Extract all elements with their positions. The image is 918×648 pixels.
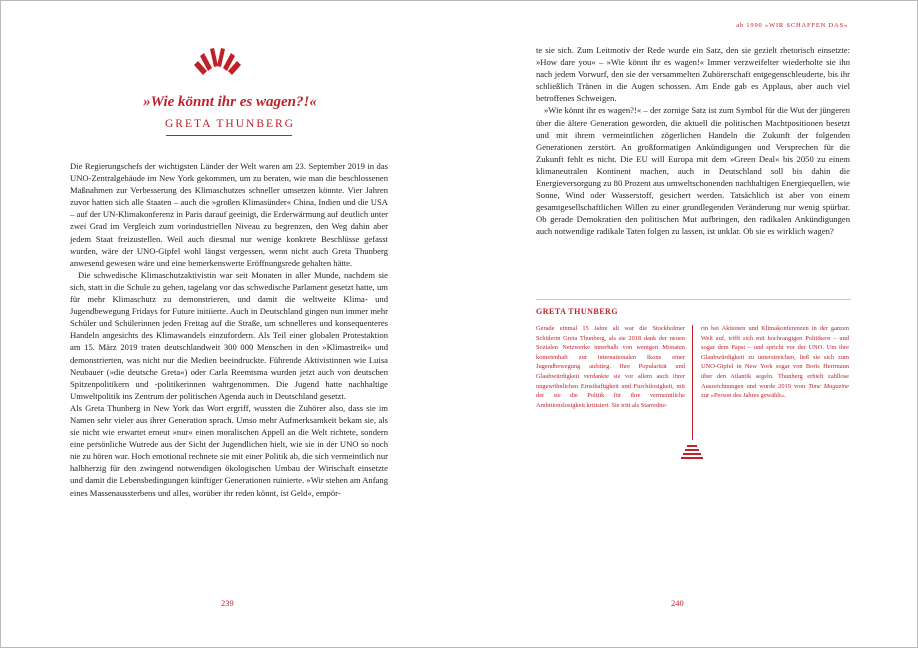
page-number: 240: [671, 598, 684, 608]
left-body-text: [70, 160, 388, 499]
paragraph: Die Regierungschefs der wichtigsten Länder der Welt waren am 23. September 2019 in das UNO-Zentralgebäude im New York gekommen, um zu beraten, wie man die beschlossenen Maßnahmen zur Verbesserung des Klimaschutzes schneller umsetzen könnte. Vier Jahren zuvor hatten sich alle Staaten – auch die »großen Klimasünder« China, Indien und die USA – auf der UN-Klimakonferenz in Paris darauf geeinigt, die Erderwärmung auf deutlich unter zwei Grad im Vergleich zum vorindustriellen Niveau zu begrenzen, den Weg dahin aber jedem Staat freizustellen. Weil auch diesmal nur wenige konkrete Beschlüsse gefasst wurden, wäre der UNO-Gipfel wohl längst vergessen, wenn nicht auch Greta Thunberg anwesend gewesen wäre und eine bemerkenswerte Eröffnungsrede gehalten hätte.: [70, 161, 388, 268]
page-number: 239: [221, 598, 234, 608]
right-page: [459, 0, 916, 646]
stacked-bars-icon: [681, 445, 703, 459]
title-underline: [166, 135, 292, 136]
right-body-text: [536, 44, 850, 238]
box-top-rule: [536, 299, 851, 300]
chapter-quote-title: »Wie könnt ihr es wagen?!«: [143, 94, 317, 110]
magazine-name: Time Magazine: [808, 382, 850, 390]
column-divider: [692, 325, 693, 440]
chapter-name-title: GRETA THUNBERG: [164, 118, 296, 130]
box-title: GRETA THUNBERG: [536, 307, 619, 316]
sunrays-logo-icon: [192, 44, 244, 78]
paragraph: Die schwedische Klimaschutzaktivistin war seit Monaten in aller Munde, nachdem sie sich, statt in die Schule zu gehen, tagelang vor das schwedische Parlament gesetzt hatte, um für mehr Klimaschutz zu demonstrieren, und damit die weltweite Klima- und Jugendbewegung Fridays for Future initiierte. Auch in Deutschland gingen nun immer mehr Schüler und Schülerinnen jeden Freitag auf die Straße, um schnelleres und konsequenteres Handeln angesichts des Klimawandels einzufordern. Als Teil einer globalen Protestaktion am 15. März 2019 traten deutschlandweit 300 000 Menschen in den »Klimastreik« und demonstrierten, was nicht nur die Medien beeindruckte. Führende Aktivistinnen wie Luisa Neubauer (»die deutsche Greta«) oder Carla Reemtsma wurden jetzt auch von deutschen Spitzenpolitikern und -politikerinnen wahrgenommen. Die Jugend hatte nachhaltige Umweltpolitik ins Zentrum der politischen Agenda auch in Deutschland gesetzt.: [70, 269, 388, 401]
paragraph: Als Greta Thunberg in New York das Wort ergriff, wussten die Zuhörer also, dass sie im Namen sehr vieler aus ihrer Generation sprach. Umso mehr Aufmerksamkeit bekam sie, als sie nicht wie erwartet erneut »nur« einen moralischen Appell an die Welt richtete, sondern eine persönliche Wutrede aus der Sicht der Jugendlichen hielt, wie sie in der UNO so noch nie zu hören war. Hoch emotional rechnete sie mit einer Politik ab, die sich vermeintlich nur halbherzig für den zwingend notwendigen ökologischen Umbau der Wirtschaft einsetzte und damit die Lebensbedingungen künftiger Generationen ruinierte. »Wir stehen am Anfang eines Massenaussterbens und alles, worüber ihr reden könnt, ist Geld«, empör-: [70, 402, 388, 498]
running-header: ab 1990 »WIR SCHAFFEN DAS«: [736, 22, 848, 29]
box-text: rin bei Aktionen und Klimakonferenzen in der ganzen Welt auf, trifft sich mit hochrangigen Politikern – und sogar dem Papst – und spricht vor der UNO. Um ihre Glaubwürdigkeit zu unterstreichen, ließ sie sich zum UNO-Gipfel in New York sogar von Boris Herrmann über den Atlantik segeln. Thunberg erhielt zahllose Auszeichnungen und wurde 2019 vom: [701, 325, 849, 390]
box-column-right: [701, 324, 849, 401]
box-text-end: zur »Person des Jahres gewählt«.: [701, 392, 786, 400]
paragraph: »Wie könnt ihr es wagen?!« – der zornige Satz ist zum Symbol für die Wut der jüngeren über die ältere Generation geworden, die aktuell die politischen Machtpositionen besetzt und mit ihrem vermeintlichen zögerlichen Handeln die Zukunft der folgenden Generationen zerstört. An großformatigen Ankündigungen und Versprechen für die Zukunft fehlt es nicht. Die EU will Europa mit dem »Green Deal« bis 2050 zu einem klimaneutralen Kontinent machen, auch in Deutschland soll bis dahin die Energieversorgung zu 80 Prozent aus umweltschonenden nachhaltigen Energiequellen, wie Sonne, Wind oder Wasserstoff, gesichert werden. Tatsächlich ist aber von einem gesamtgesellschaftlichen Willen zu einer grundlegenden Veränderung nur wenig spürbar. Ob gerade Demokratien den politischen Mut aufbringen, den radikalen Ankündigungen auch notwendige radikale Taten folgen zu lassen, ist unklar. Ob sie es wirklich wagen?: [536, 105, 850, 237]
paragraph: te sie sich. Zum Leitmotiv der Rede wurde ein Satz, den sie gezielt rhetorisch einsetzte: »How dare you« – »Wie könnt ihr es wagen!« Immer verzweifelter wiederholte sie ihn nach jedem Vorwurf, den sie der versammelten Zuhörerschaft entgegenschleuderte, bis ihr schließlich Tränen in die Augen schossen. Am Ende gab es Applaus, aber auch viel betroffenes Schweigen.: [536, 45, 850, 104]
left-page: [0, 0, 459, 646]
box-column-left: Gerade einmal 15 Jahre alt war die Stockholmer Schülerin Greta Thunberg, als sie 2018 dank der neuen Sozialen Netzwerke innerhalb von wenigen Monaten kometenhaft zur internationalen Ikone einer Jugendbewegung aufstieg. Ihre Popularität und Glaubwürdigkeit verdankte sie vor allem auch ihrer ungewöhnlichen Ernsthaftigkeit und Furchtlosigkeit, mit der sie die Politik für ihre vermeintliche Ambitionslosigkeit kritisiert. Sie tritt als Starredne-: [536, 325, 685, 409]
